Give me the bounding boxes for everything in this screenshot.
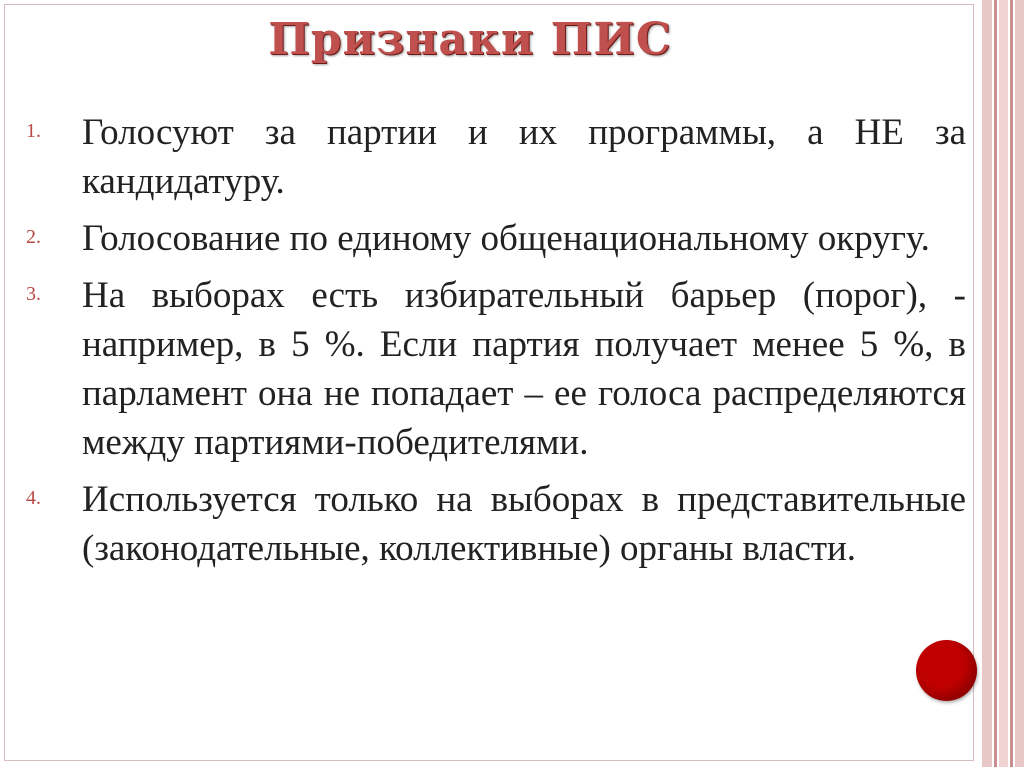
list-item-number: 1. xyxy=(26,120,41,142)
list-item xyxy=(26,108,966,206)
list-item-text: Используется только на выборах в представительные (законодательные, коллективные) органы власти. xyxy=(82,479,966,569)
list-item-text: На выборах есть избирательный барьер (порог), - например, в 5 %. Если партия получает менее 5 %, в парламент она не попадает – ее голоса распределяются между партиями-победителями. xyxy=(82,275,966,463)
list-item-number: 3. xyxy=(26,283,41,305)
numbered-list xyxy=(26,108,966,581)
decorative-stripe xyxy=(1010,0,1013,767)
list-item xyxy=(26,475,966,573)
list-item xyxy=(26,271,966,467)
list-item xyxy=(26,214,966,263)
list-item-number: 2. xyxy=(26,226,41,248)
decorative-stripe xyxy=(994,0,997,767)
list-item-text: Голосование по единому общенациональному округу. xyxy=(82,218,930,259)
list-item-number: 4. xyxy=(26,487,41,509)
slide-title: Признаки ПИС xyxy=(268,14,672,65)
decorative-red-circle xyxy=(916,640,977,701)
decorative-stripe xyxy=(999,0,1008,767)
decorative-stripe xyxy=(1015,0,1024,767)
decorative-stripe xyxy=(982,0,992,767)
list-item-text: Голосуют за партии и их программы, а НЕ за кандидатуру. xyxy=(82,112,966,202)
